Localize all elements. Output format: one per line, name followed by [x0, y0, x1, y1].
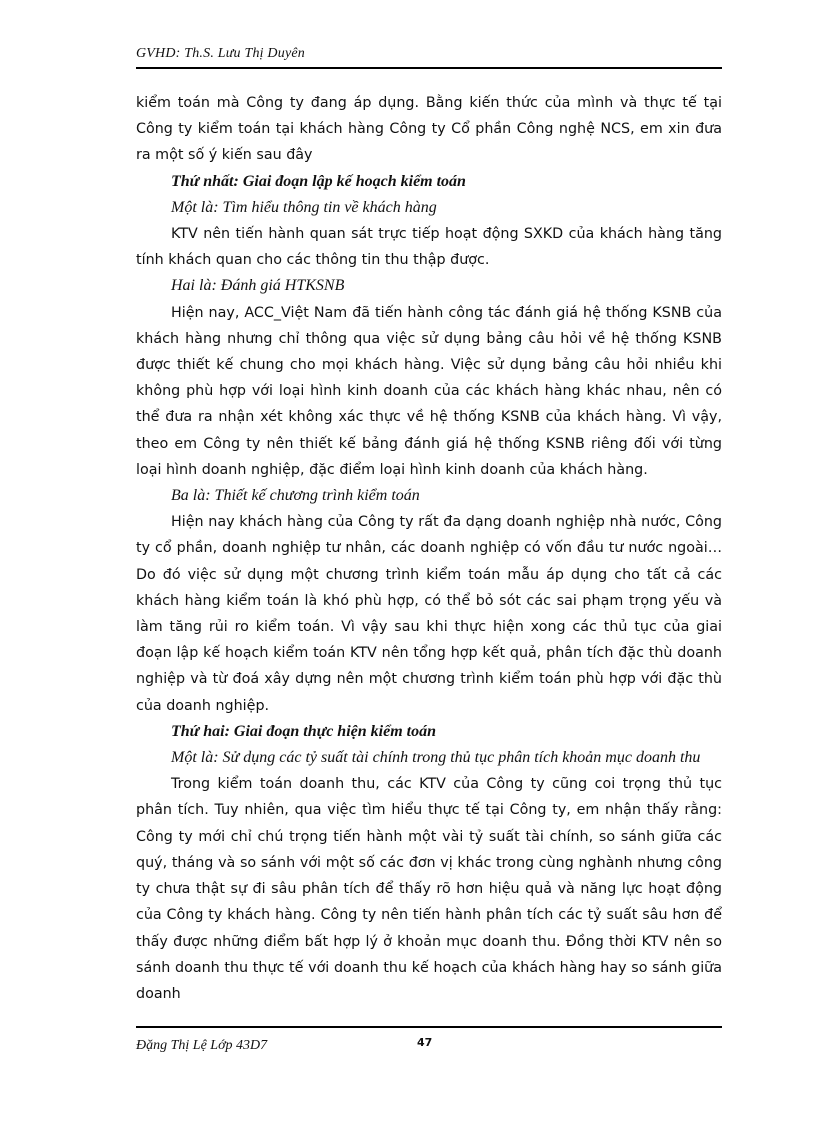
paragraph-client-info: KTV nên tiến hành quan sát trực tiếp hoạt động SXKD của khách hàng tăng tính khách quan cho các thông tin thu thập được.	[136, 226, 722, 269]
section-heading-execution: Thứ hai: Giai đoạn thực hiện kiểm toán	[171, 722, 436, 740]
paragraph-financial-ratios: Trong kiểm toán doanh thu, các KTV của Công ty cũng coi trọng thủ tục phân tích. Tuy nhiên, qua việc tìm hiểu thực tế tại Công ty, em nhận thấy rằng: Công ty mới chỉ chú trọng tiến hành một vài tỷ suất tài chính, so sánh giữa các quý, tháng và so sánh với một số các đơn vị khác trong cùng nghành nhưng công ty chưa thật sự đi sâu phân tích để thấy rõ hơn hiệu quả và năng lực hoạt động của Công ty khách hàng. Công ty nên tiến hành phân tích các tỷ suất sâu hơn để thấy được những điểm bất hợp lý ở khoản mục doanh thu. Đồng thời KTV nên so sánh doanh thu thực tế với doanh thu kế hoạch của khách hàng hay so sánh giữa doanh	[136, 776, 722, 1002]
header-divider	[136, 67, 722, 69]
paragraph-audit-program: Hiện nay khách hàng của Công ty rất đa dạng doanh nghiệp nhà nước, Công ty cổ phần, doanh nghiệp tư nhân, các doanh nghiệp có vốn đầu tư nước ngoài… Do đó việc sử dụng một chương trình kiểm toán mẫu áp dụng cho tất cả các khách hàng kiểm toán là khó phù hợp, có thể bỏ sót các sai phạm trọng yếu và làm tăng rủi ro kiểm toán. Vì vậy sau khi thực hiện xong các thủ tục của giai đoạn lập kế hoạch kiểm toán KTV nên tổng hợp kết quả, phân tích đặc thù doanh nghiệp và từ đoá xây dựng nên một chương trình kiểm toán phù hợp với đặc thù của doanh nghiệp.	[136, 514, 722, 714]
paragraph-internal-control: Hiện nay, ACC_Việt Nam đã tiến hành công tác đánh giá hệ thống KSNB của khách hàng nhưng chỉ thông qua việc sử dụng bảng câu hỏi về hệ thống KSNB được thiết kế chung cho mọi khách hàng. Việc sử dụng bảng câu hỏi nhiều khi không phù hợp với loại hình kinh doanh của các khách hàng khác nhau, nên có thể đưa ra nhận xét không xác thực về hệ thống KSNB của khách hàng. Vì vậy, theo em Công ty nên thiết kế bảng đánh giá hệ thống KSNB riêng đối với từng loại hình doanh nghiệp, đặc điểm loại hình kinh doanh của khách hàng.	[136, 304, 722, 478]
subheading-financial-ratios: Một là: Sử dụng các tỷ suất tài chính trong thủ tục phân tích khoản mục doanh thu	[171, 749, 701, 767]
subheading-audit-program: Ba là: Thiết kế chương trình kiểm toán	[171, 487, 420, 505]
section-heading-planning: Thứ nhất: Giai đoạn lập kế hoạch kiểm toán	[171, 172, 466, 190]
page-number: 47	[417, 1036, 433, 1049]
footer-author: Đặng Thị Lệ Lớp 43D7	[136, 1038, 268, 1053]
intro-paragraph: kiểm toán mà Công ty đang áp dụng. Bằng kiến thức của mình và thực tế tại Công ty kiểm toán tại khách hàng Công ty Cổ phần Công nghệ NCS, em xin đưa ra một số ý kiến sau đây	[136, 95, 722, 164]
footer-divider	[136, 1026, 722, 1028]
subheading-client-info: Một là: Tìm hiểu thông tin về khách hàng	[171, 198, 437, 216]
page-body	[136, 90, 722, 1007]
subheading-internal-control: Hai là: Đánh giá HTKSNB	[171, 277, 345, 295]
page-header-supervisor: GVHD: Th.S. Lưu Thị Duyên	[136, 46, 305, 61]
